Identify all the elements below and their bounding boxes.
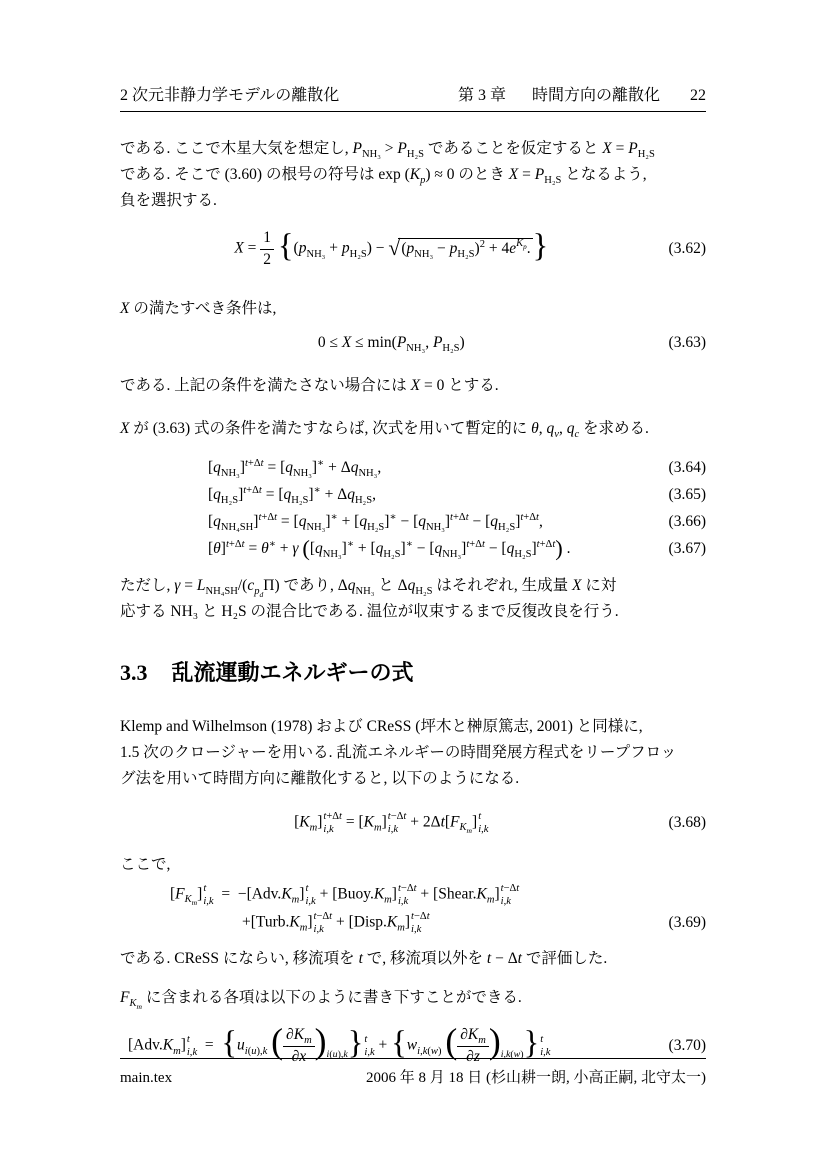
- equation-group-3-64-to-3-67: [120, 454, 706, 562]
- header-left-title: 2 次元非静力学モデルの離散化: [120, 87, 340, 104]
- footer-date-authors: 2006 年 8 月 18 日 (杉山耕一朗, 小高正嗣, 北守太一): [366, 1070, 706, 1086]
- equation-3-69-number: (3.69): [668, 914, 706, 932]
- footer-filename: main.tex: [120, 1070, 173, 1086]
- paragraph-kokode: ここで,: [120, 856, 171, 873]
- equation-3-68-body: $[K_m]$ t+Δt i,k = $[K_m]$ t−Δt i,k + $2\Delta t[F_{K_m}]$ t i,k: [294, 810, 489, 836]
- header-rule: [120, 111, 706, 112]
- equation-3-69-line1: [120, 881, 706, 909]
- equation-3-66-body: $[q_{NH_4SH}]^{t+\Delta t} = [q_{NH_3}]^∗ + [q_{H_2S}]^∗ - [q_{NH_3}]^{t+\Delta t} - [q_{H_2S}]^{t+\Delta t}$,: [208, 511, 543, 533]
- paragraph-cress-evaluation: である. CReSS にならい, 移流項を t で, 移流項以外を t − Δt で評価した.: [120, 950, 608, 967]
- paragraph-provisional-values: X が (3.63) 式の条件を満たすならば, 次式を用いて暫定的に θ, $q_v$, $q_c$ を求める.: [120, 420, 649, 441]
- equation-3-68-number: (3.68): [668, 814, 706, 832]
- paragraph-gamma-definition: ただし, $\gamma = L_{NH_4SH}/(c_{p_d}\Pi)$ であり, $\Delta q_{NH_3}$ と $\Delta q_{H_2S}$ はそれぞれ, 生成量 X に対 応する NH₃ と H₂S の混合比である. 温位が収束するまで反復改良を行う.: [120, 577, 619, 620]
- equation-3-70-number: (3.70): [668, 1037, 706, 1055]
- equation-3-66-number: (3.66): [668, 512, 706, 530]
- equation-3-70-body: $[Adv.K_m]$ t i,k = {$u_{i(u),k}$ ( $\frac{\partial K_m}{\partial x}$ )$_{i(u),k}$} t i,k + {$w_{i,k(w)}$ ( $\frac{\partial K_m}{\partial z}$ )$_{i,k(w)}$} t i,k: [128, 1021, 551, 1065]
- header-page-number: 22: [690, 87, 706, 104]
- equation-3-69-line2: [120, 909, 706, 937]
- paragraph-jupiter-assumption: である. ここで木星大気を想定し, $P_{NH_3} > P_{H_2S}$ であることを仮定すると $X = P_{H_2S}$ である. そこで (3.60) の根号の符号は $\exp (K_p) \approx 0$ のとき $X = P_{H_2S}$ となるよう, 負を選択する.: [120, 140, 655, 209]
- equation-3-63-body: $0 \le X \le \min(P_{NH_3}$, $P_{H_2S}$): [317, 333, 465, 354]
- equation-3-62-number: (3.62): [668, 240, 706, 258]
- equation-3-66: [120, 508, 706, 535]
- section-number: 3.3: [120, 660, 148, 685]
- header-chapter-label: 第 3 章: [457, 87, 506, 104]
- header-chapter-title: 時間方向の離散化: [531, 87, 660, 104]
- paragraph-closure-intro: Klemp and Wilhelmson (1978) および CReSS (坪木と榊原篤志, 2001) と同様に, 1.5 次のクロージャーを用いる. 乱流エネルギーの時間発展方程式をリープフロッ グ法を用いて時間方向に離散化すると, 以下のようになる.: [120, 718, 677, 787]
- section-title: 乱流運動エネルギーの式: [171, 660, 414, 685]
- section-heading: [120, 658, 706, 688]
- equation-group-3-69: [120, 881, 706, 937]
- paragraph-x-zero-case: である. 上記の条件を満たさない場合には X = 0 とする.: [120, 377, 499, 394]
- equation-3-64: [120, 454, 706, 481]
- equation-3-64-number: (3.64): [668, 458, 706, 476]
- equation-3-65: [120, 481, 706, 508]
- equation-3-63: [120, 329, 706, 356]
- page-header: [120, 86, 706, 106]
- equation-3-63-number: (3.63): [668, 333, 706, 351]
- page-footer: [120, 1058, 706, 1087]
- equation-3-69-line1-body: $[F_{K_m}]$ t i,k = $-[Adv.K_m]$ t i,k + $[Buoy.K_m]$ t−Δt i,k + $[Shear.K_m]$ t−Δt i,k: [170, 882, 520, 908]
- paragraph-x-condition-intro: X の満たすべき条件は,: [120, 300, 277, 317]
- equation-3-67-body: $[\theta]^{t+\Delta t} = \theta^∗ + \gamma$ $([q_{NH_3}]^∗ + [q_{H_2S}]^∗ - [q_{NH_3}]^{t+\Delta t} - [q_{H_2S}]^{t+\Delta t})$ .: [208, 535, 571, 561]
- equation-3-67-number: (3.67): [668, 539, 706, 557]
- equation-3-69-line2-body: $+[Turb.K_m]$ t−Δt i,k + $[Disp.K_m]$ t−Δt i,k: [242, 910, 430, 935]
- equation-3-65-body: $[q_{H_2S}]^{t+\Delta t} = [q_{H_2S}]^∗ + \Delta q_{H_2S}$,: [208, 484, 376, 506]
- equation-3-62-body: X = $\frac{1}{2}$ $\{(p_{NH_3} + p_{H_2S}) - √(p_{NH_3} - p_{H_2S})^2 + 4e^{K_p}.\}$: [234, 227, 549, 268]
- equation-3-68: [120, 807, 706, 839]
- equation-3-67: [120, 535, 706, 562]
- paragraph-fkm-terms-intro: $F_{K_m}$ に含まれる各項は以下のように書き下すことができる.: [120, 989, 522, 1012]
- equation-3-64-body: $[q_{NH_3}]^{t+\Delta t} = [q_{NH_3}]^∗ + \Delta q_{NH_3}$,: [208, 457, 382, 479]
- equation-3-65-number: (3.65): [668, 485, 706, 503]
- header-right: [458, 86, 706, 106]
- equation-3-62: [120, 226, 706, 272]
